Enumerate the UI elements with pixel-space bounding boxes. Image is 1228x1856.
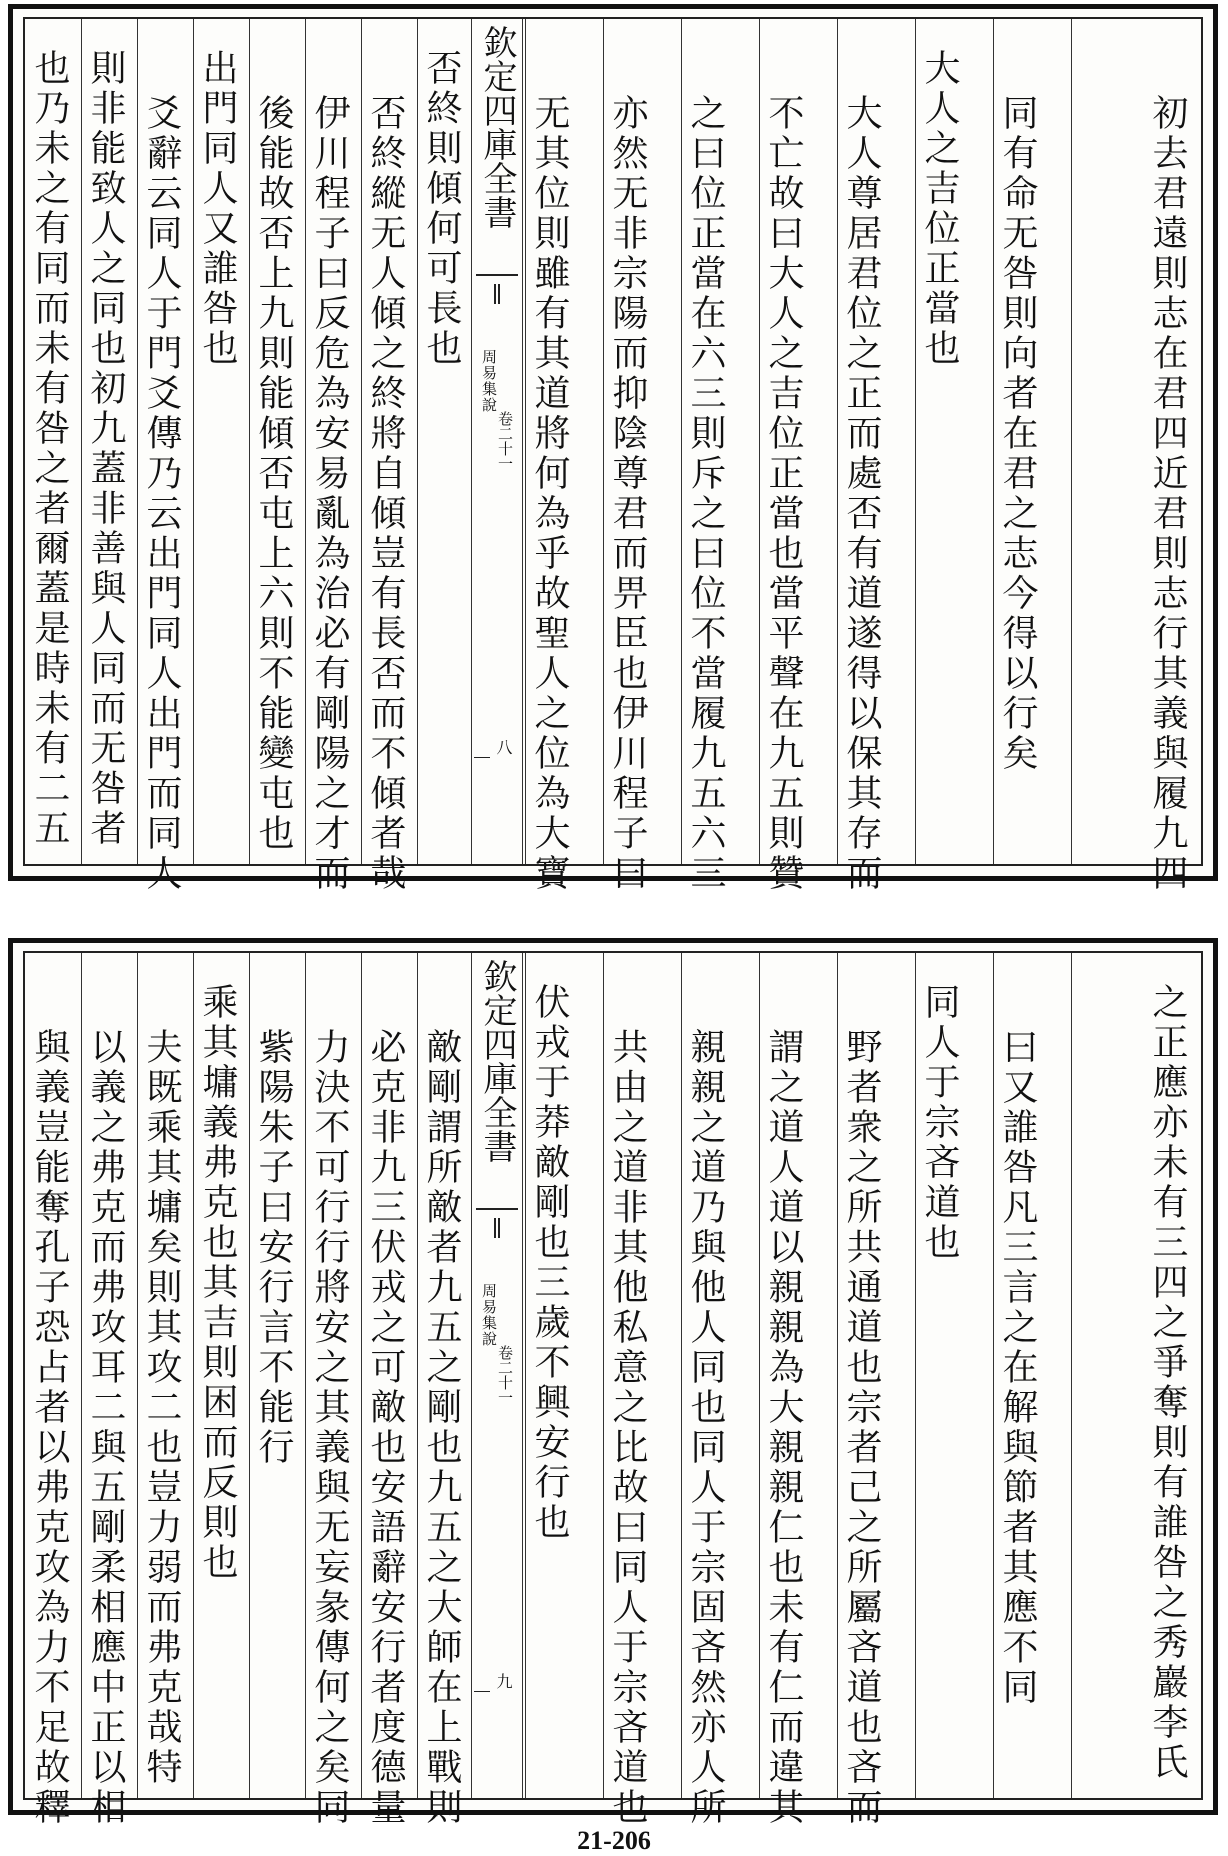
upper-page	[8, 4, 1218, 894]
heading-column: 否終則傾何可長也	[417, 19, 465, 864]
heading-column: 伏戎于莽敵剛也三歲不興安行也	[525, 953, 573, 1798]
fish-tail-mark	[476, 274, 518, 314]
text-column: 伊川程子曰反危為安易亂為治必有剛陽之才而	[305, 19, 353, 864]
text-column: 曰又誰咎凡三言之在解與節者其應不同	[993, 953, 1041, 1798]
heading-column: 同人于宗吝道也	[915, 953, 963, 1798]
page-tick	[474, 757, 490, 758]
book-title: 周易集說	[480, 1283, 498, 1347]
heading-column: 大人之吉位正當也	[915, 19, 963, 864]
text-column: 後能故否上九則能傾否屯上六則不能變屯也	[249, 19, 297, 864]
volume-label: 卷二十一	[496, 1345, 514, 1405]
page-number: 九	[494, 1673, 513, 1689]
page-tick	[474, 1691, 490, 1692]
page-number: 八	[494, 739, 513, 755]
text-column: 敵剛謂所敵者九五之剛也九五之大師在上戰則	[417, 953, 465, 1798]
center-fold	[471, 19, 523, 864]
text-column: 共由之道非其他私意之比故曰同人于宗吝道也	[603, 953, 651, 1798]
book-title: 周易集說	[480, 349, 498, 413]
lower-page	[8, 938, 1218, 1828]
text-column: 否終縱无人傾之終將自傾豈有長否而不傾者哉	[361, 19, 409, 864]
text-column: 夫既乘其墉矣則其攻二也豈力弱而弗克哉特	[137, 953, 185, 1798]
text-column: 同有命无咎則向者在君之志今得以行矣	[993, 19, 1041, 864]
series-title: 欽定四庫全書	[477, 959, 517, 1163]
fish-tail-mark	[476, 1208, 518, 1248]
heading-column: 乘其墉義弗克也其吉則困而反則也	[193, 953, 241, 1798]
text-column: 大人尊居君位之正而處否有道遂得以保其存而	[837, 19, 885, 864]
series-title: 欽定四庫全書	[477, 25, 517, 229]
text-column: 不亡故曰大人之吉位正當也當平聲在九五則贊	[759, 19, 807, 864]
text-column: 野者衆之所共通道也宗者己之所屬吝道也吝而	[837, 953, 885, 1798]
page-footer-number: 21-206	[577, 1826, 651, 1855]
center-fold	[471, 953, 523, 1798]
text-column: 謂之道人道以親親為大親親仁也未有仁而違其	[759, 953, 807, 1798]
text-column: 无其位則雖有其道將何為乎故聖人之位為大寶	[525, 19, 573, 864]
upper-page-frame	[23, 17, 1203, 894]
text-column: 則非能致人之同也初九蓋非善與人同而无咎者	[81, 19, 129, 864]
text-column: 之正應亦未有三四之爭奪則有誰咎之秀巖李氏	[1071, 953, 1191, 1798]
text-column: 之曰位正當在六三則斥之曰位不當履九五六三	[681, 19, 729, 864]
text-column: 亦然无非宗陽而抑陰尊君而畀臣也伊川程子曰	[603, 19, 651, 864]
text-column: 親親之道乃與他人同也同人于宗固吝然亦人所	[681, 953, 729, 1798]
text-column: 初去君遠則志在君四近君則志行其義與履九四	[1071, 19, 1191, 864]
text-column: 與義豈能奪孔子恐占者以弗克攻為力不足故釋	[29, 1028, 70, 1828]
text-column: 也乃未之有同而未有咎之者爾蓋是時未有二五	[29, 49, 70, 849]
text-column: 以義之弗克而弗攻耳二與五剛柔相應中正以相	[81, 953, 129, 1798]
text-column: 爻辭云同人于門爻傳乃云出門同人出門而同人	[137, 19, 185, 864]
heading-column: 出門同人又誰咎也	[193, 19, 241, 864]
text-column: 必克非九三伏戎之可敵也安語辭安行者度德量	[361, 953, 409, 1798]
text-column: 紫陽朱子曰安行言不能行	[249, 953, 297, 1798]
text-column: 力決不可行行將安之其義與无妄彖傳何之矣同	[305, 953, 353, 1798]
volume-label: 卷二十一	[496, 411, 514, 471]
lower-page-frame	[23, 951, 1203, 1828]
